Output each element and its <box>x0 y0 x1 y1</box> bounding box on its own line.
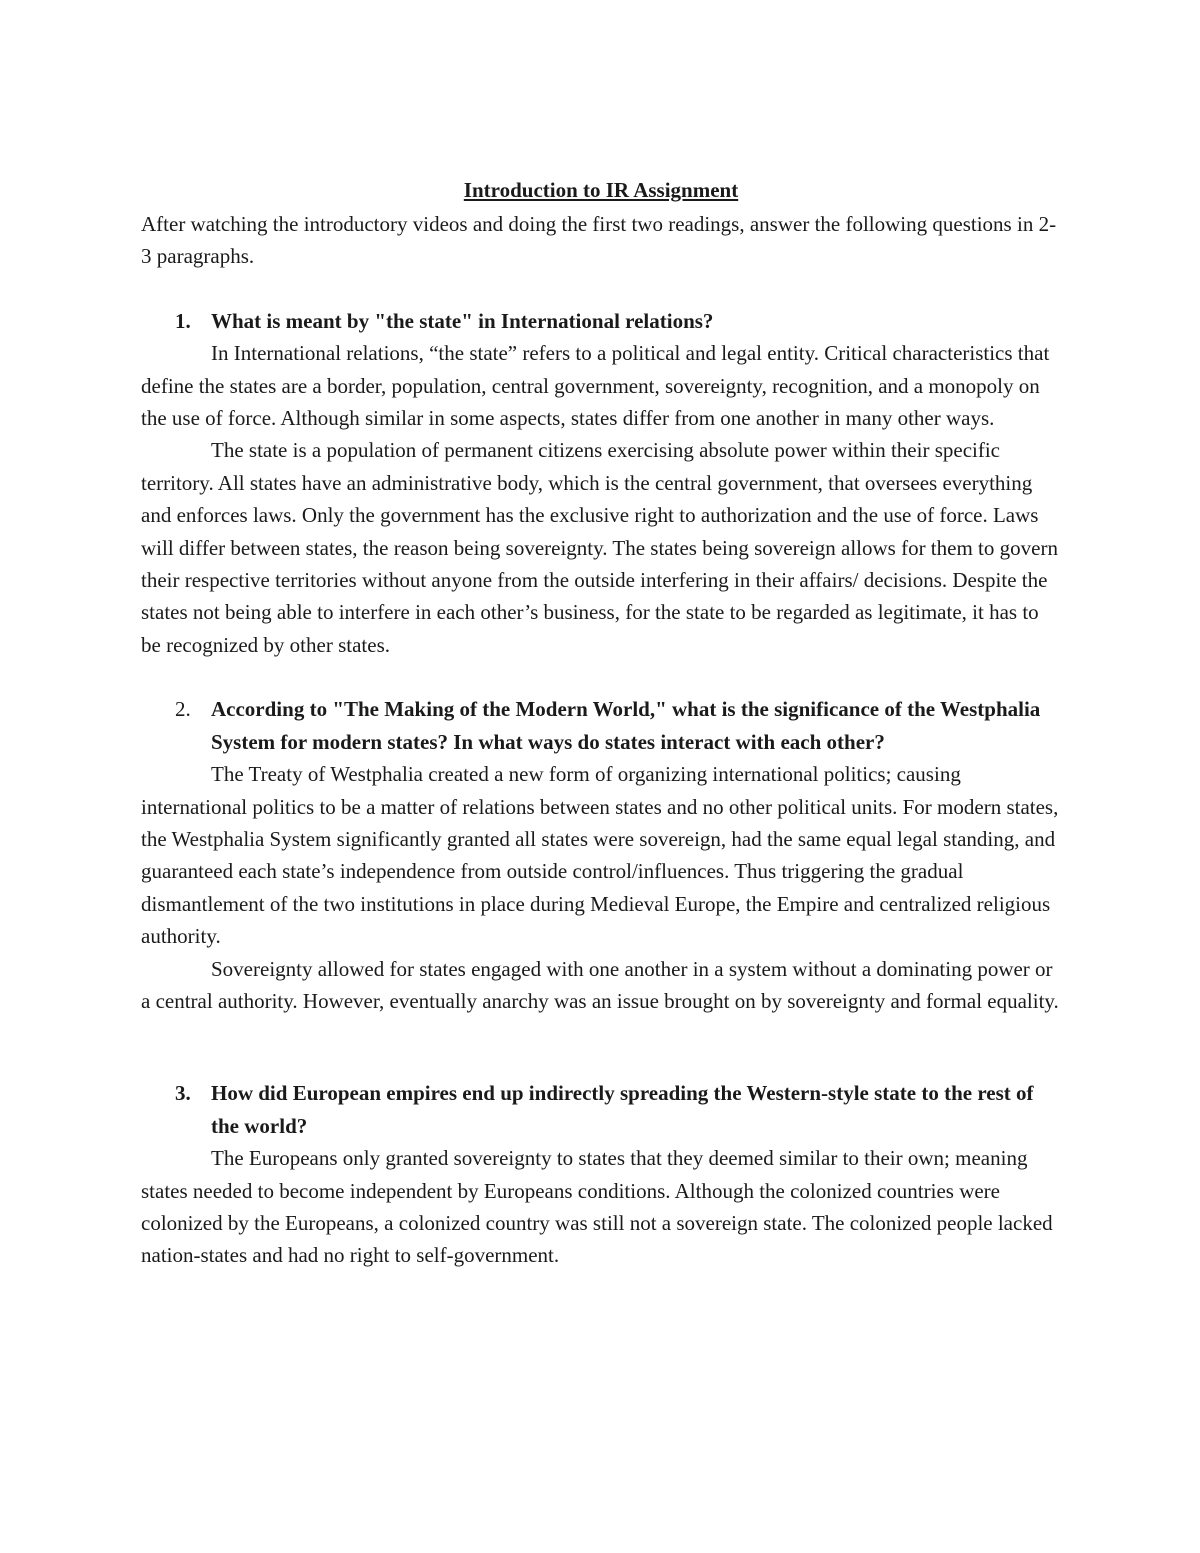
spacer <box>141 273 1061 305</box>
answer-paragraph: The Europeans only granted sovereignty to states that they deemed similar to their own; meaning states needed to become independent by Europeans conditions. Although the colonized countries were colonized by the Europeans, a colonized country was still not a sovereign state. The colonized people lacked nation-states and had no right to self-government. <box>141 1146 1053 1268</box>
question-number: 1. <box>175 308 191 333</box>
question-text: How did European empires end up indirectly spreading the Western-style state to the rest of the world? <box>211 1081 1034 1138</box>
question-heading <box>141 305 1061 337</box>
answer-paragraph: The Treaty of Westphalia created a new form of organizing international politics; causing international politics to be a matter of relations between states and no other political units. For modern states, the Westphalia System significantly granted all states were sovereign, had the same equal legal standing, and guaranteed each state’s independence from outside control/influences. Thus triggering the gradual dismantlement of the two institutions in place during Medieval Europe, the Empire and centralized religious authority. <box>141 762 1059 949</box>
spacer <box>141 661 1061 693</box>
document-page <box>141 172 1061 1272</box>
answer-paragraph: Sovereignty allowed for states engaged with one another in a system without a dominating power or a central authority. However, eventually anarchy was an issue brought on by sovereignty and formal equality. <box>141 956 1059 1013</box>
spacer <box>141 1017 1061 1077</box>
question-text: According to "The Making of the Modern World," what is the significance of the Westphalia System for modern states? In what ways do states interact with each other? <box>211 697 1041 754</box>
question-block-1 <box>141 305 1061 661</box>
question-block-3 <box>141 1077 1061 1271</box>
question-number: 2. <box>175 697 191 722</box>
answer-paragraph: In International relations, “the state” refers to a political and legal entity. Critical characteristics that define the states are a border, population, central government, sovereignty, recognition, and a monopoly on the use of force. Although similar in some aspects, states differ from one another in many other ways. <box>141 341 1050 431</box>
answer-paragraph: The state is a population of permanent citizens exercising absolute power within their specific territory. All states have an administrative body, which is the central government, that oversees everything and enforces laws. Only the government has the exclusive right to authorization and the use of force. Laws will differ between states, the reason being sovereignty. The states being sovereign allows for them to govern their respective territories without anyone from the outside interfering in their affairs/ decisions. Despite the states not being able to interfere in each other’s business, for the state to be regarded as legitimate, it has to be recognized by other states. <box>141 438 1058 657</box>
question-text: What is meant by "the state" in International relations? <box>211 308 714 333</box>
document-title: Introduction to IR Assignment <box>463 178 739 202</box>
question-block-2 <box>141 693 1061 1017</box>
question-heading <box>141 1077 1061 1142</box>
intro-paragraph: After watching the introductory videos and doing the first two readings, answer the following questions in 2-3 paragraphs. <box>141 212 1057 269</box>
question-heading <box>141 693 1061 758</box>
question-number: 3. <box>175 1081 191 1106</box>
